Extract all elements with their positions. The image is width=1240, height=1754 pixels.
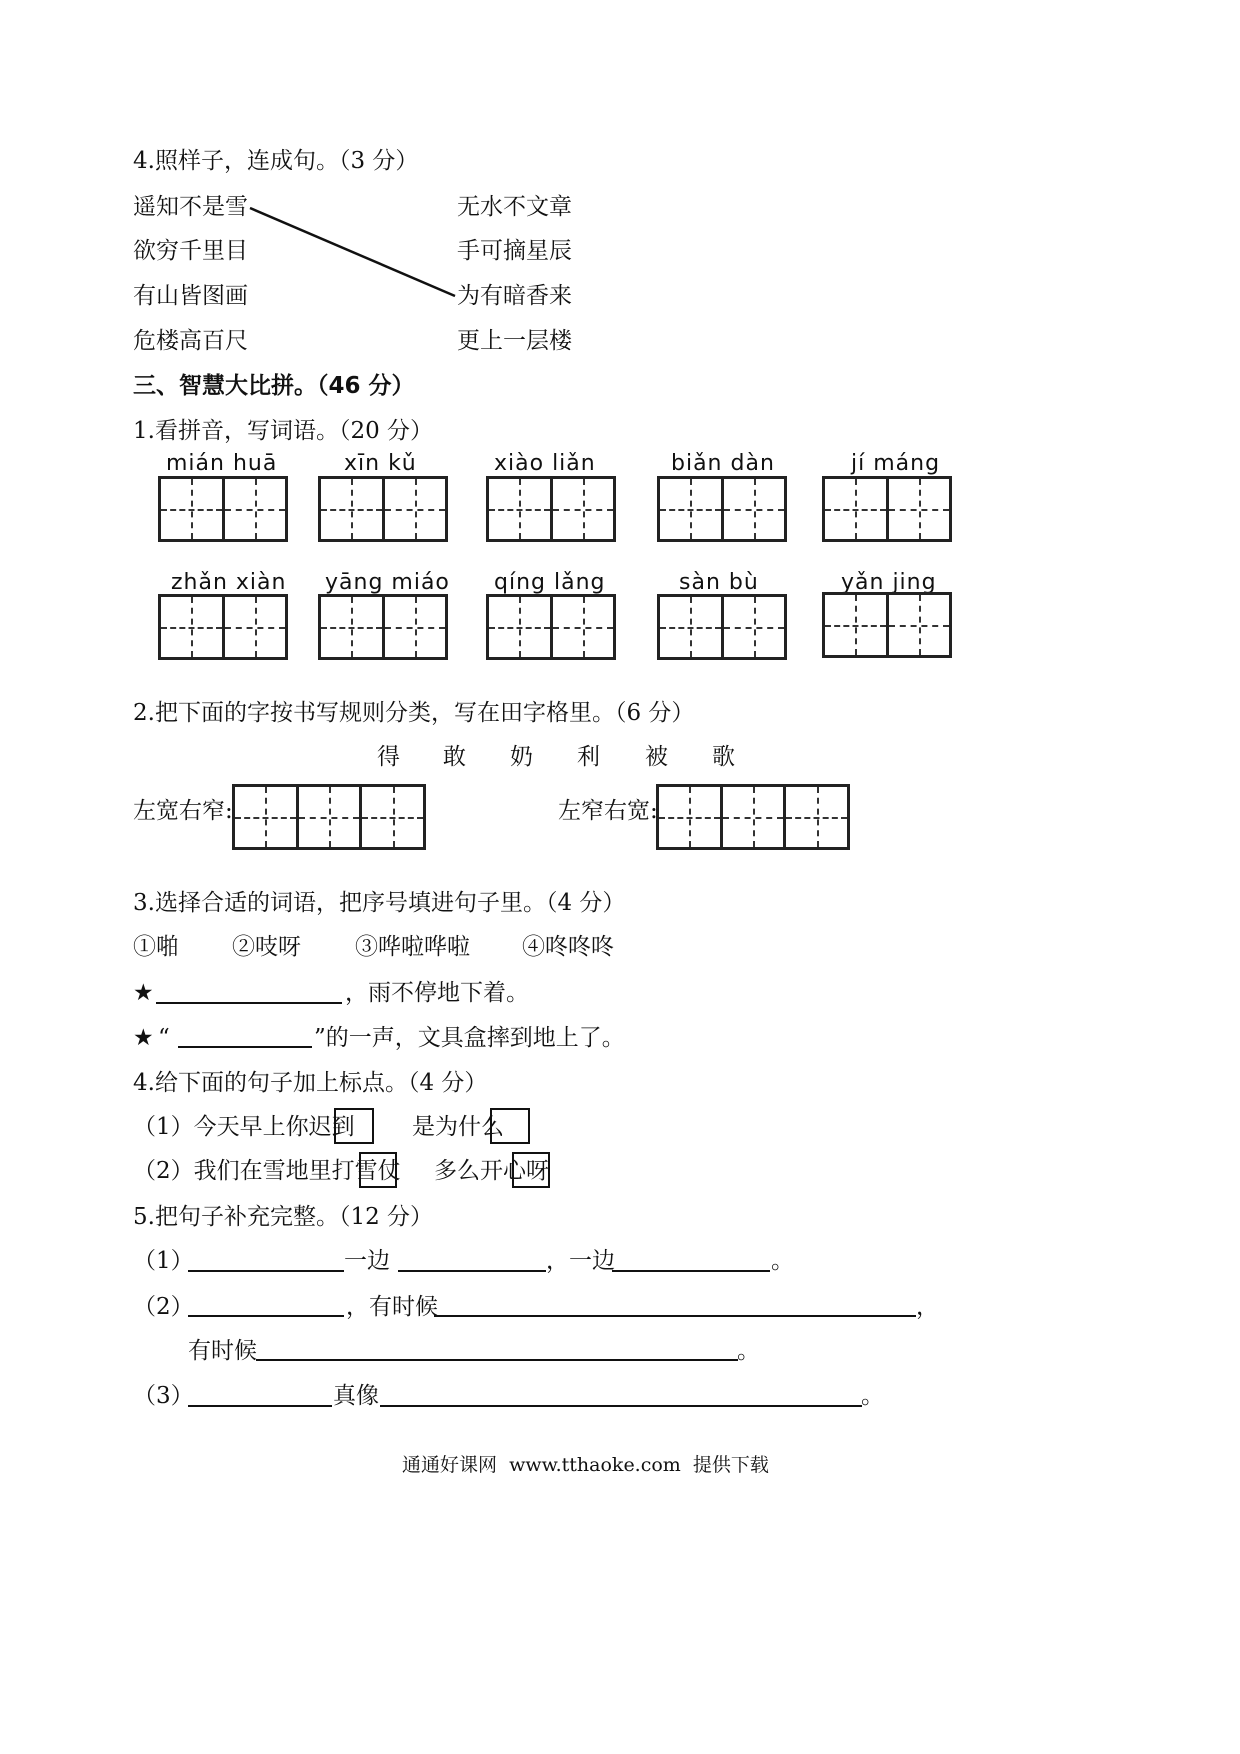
q3-option-2: ②吱呀 (232, 934, 301, 960)
q5-blank-3[interactable] (612, 1270, 770, 1272)
q5-line4-end: 。 (861, 1383, 884, 1409)
tianzige-right-wide[interactable] (656, 784, 850, 850)
q5-line3-end: 。 (737, 1338, 760, 1364)
q5-blank-5[interactable] (434, 1315, 916, 1317)
punct-box-4[interactable] (512, 1152, 550, 1188)
tianzige-2-4[interactable] (657, 594, 787, 660)
q3-sentence-2: ”的一声，文具盒摔到地上了。 (314, 1025, 625, 1051)
q3-blank-2[interactable] (178, 1046, 312, 1048)
q3-blank-1[interactable] (156, 1002, 342, 1004)
tianzige-1-2[interactable] (318, 476, 448, 542)
match-example-line (0, 0, 1240, 400)
q3-option-3: ③哗啦哗啦 (355, 934, 470, 960)
q2-left-label: 左宽右窄: (133, 798, 233, 824)
q5-line4-a: 真像 (333, 1383, 379, 1409)
match-left-4: 危楼高百尺 (133, 328, 248, 354)
q5-line4-num: （3） (133, 1383, 194, 1409)
tianzige-left-wide[interactable] (232, 784, 426, 850)
tianzige-2-1[interactable] (158, 594, 288, 660)
q5-blank-2[interactable] (398, 1270, 546, 1272)
tianzige-2-5[interactable] (822, 592, 952, 658)
pinyin-1-5: jí máng (851, 451, 941, 476)
q2-title: 2.把下面的字按书写规则分类，写在田字格里。（6 分） (133, 700, 695, 726)
q5-line1-b: ，一边 (546, 1248, 615, 1274)
q2-char-3: 奶 (510, 744, 533, 770)
q3-option-1: ①啪 (133, 934, 179, 960)
punct-box-3[interactable] (359, 1152, 397, 1188)
q2-char-5: 被 (645, 744, 668, 770)
tianzige-1-1[interactable] (158, 476, 288, 542)
match-right-4: 更上一层楼 (457, 328, 572, 354)
q5-line1-a: 一边 (344, 1248, 390, 1274)
q3-sentence-1: ，雨不停地下着。 (345, 980, 529, 1006)
q1-title: 1.看拼音，写词语。（20 分） (133, 418, 434, 444)
pinyin-1-1: mián huā (166, 451, 278, 476)
q5-line2-num: （2） (133, 1294, 194, 1320)
pinyin-2-2: yāng miáo (325, 570, 450, 595)
q5-blank-7[interactable] (188, 1405, 332, 1407)
match-left-2: 欲穷千里目 (133, 238, 248, 264)
match-left-3: 有山皆图画 (133, 283, 248, 309)
pinyin-2-1: zhǎn xiàn (171, 570, 287, 595)
punct-box-2[interactable] (490, 1108, 530, 1144)
q5-line3-a: 有时候 (188, 1338, 257, 1364)
q5-blank-6[interactable] (256, 1359, 738, 1361)
q4-sentence-2b: 多么开心呀 (434, 1158, 549, 1184)
q5-line1-num: （1） (133, 1248, 194, 1274)
tianzige-1-3[interactable] (486, 476, 616, 542)
q2-char-1: 得 (377, 744, 400, 770)
q4-title: 4.给下面的句子加上标点。（4 分） (133, 1070, 488, 1096)
star-icon: ★ (133, 1025, 154, 1051)
q2-char-6: 歌 (712, 744, 735, 770)
match-right-2: 手可摘星辰 (457, 238, 572, 264)
tianzige-2-3[interactable] (486, 594, 616, 660)
q5-blank-1[interactable] (188, 1270, 344, 1272)
q5-blank-8[interactable] (380, 1405, 862, 1407)
q5-line2-end: ， (916, 1294, 939, 1320)
match-right-1: 无水不文章 (457, 194, 572, 220)
match-title: 4.照样子，连成句。（3 分） (133, 148, 419, 174)
footer-text: 通通好课网 www.tthaoke.com 提供下载 (402, 1454, 769, 1476)
q5-title: 5.把句子补充完整。（12 分） (133, 1204, 434, 1230)
q4-sentence-1a: （1）今天早上你迟到 (133, 1114, 355, 1140)
match-right-3: 为有暗香来 (457, 283, 572, 309)
q5-line1-end: 。 (771, 1248, 794, 1274)
q2-right-label: 左窄右宽: (558, 798, 658, 824)
pinyin-2-5: yǎn jing (841, 570, 937, 595)
q2-char-2: 敢 (443, 744, 466, 770)
pinyin-1-2: xīn kǔ (344, 451, 417, 476)
punct-box-1[interactable] (334, 1108, 374, 1144)
q4-sentence-2a: （2）我们在雪地里打雪仗 (133, 1158, 401, 1184)
tianzige-2-2[interactable] (318, 594, 448, 660)
q2-char-4: 利 (577, 744, 600, 770)
pinyin-2-4: sàn bù (679, 570, 759, 595)
pinyin-2-3: qíng lǎng (494, 570, 606, 595)
pinyin-1-4: biǎn dàn (671, 451, 775, 476)
match-left-1: 遥知不是雪 (133, 194, 248, 220)
q3-open-quote: “ (158, 1025, 170, 1051)
tianzige-1-4[interactable] (657, 476, 787, 542)
q3-title: 3.选择合适的词语，把序号填进句子里。（4 分） (133, 890, 626, 916)
q5-line2-a: ，有时候 (346, 1294, 438, 1320)
section-3-title: 三、智慧大比拼。（46 分） (133, 373, 415, 399)
tianzige-1-5[interactable] (822, 476, 952, 542)
star-icon: ★ (133, 980, 154, 1006)
q3-option-4: ④咚咚咚 (522, 934, 614, 960)
pinyin-1-3: xiào liǎn (494, 451, 596, 476)
q4-sentence-1b: 是为什么 (412, 1114, 504, 1140)
q5-blank-4[interactable] (188, 1315, 344, 1317)
